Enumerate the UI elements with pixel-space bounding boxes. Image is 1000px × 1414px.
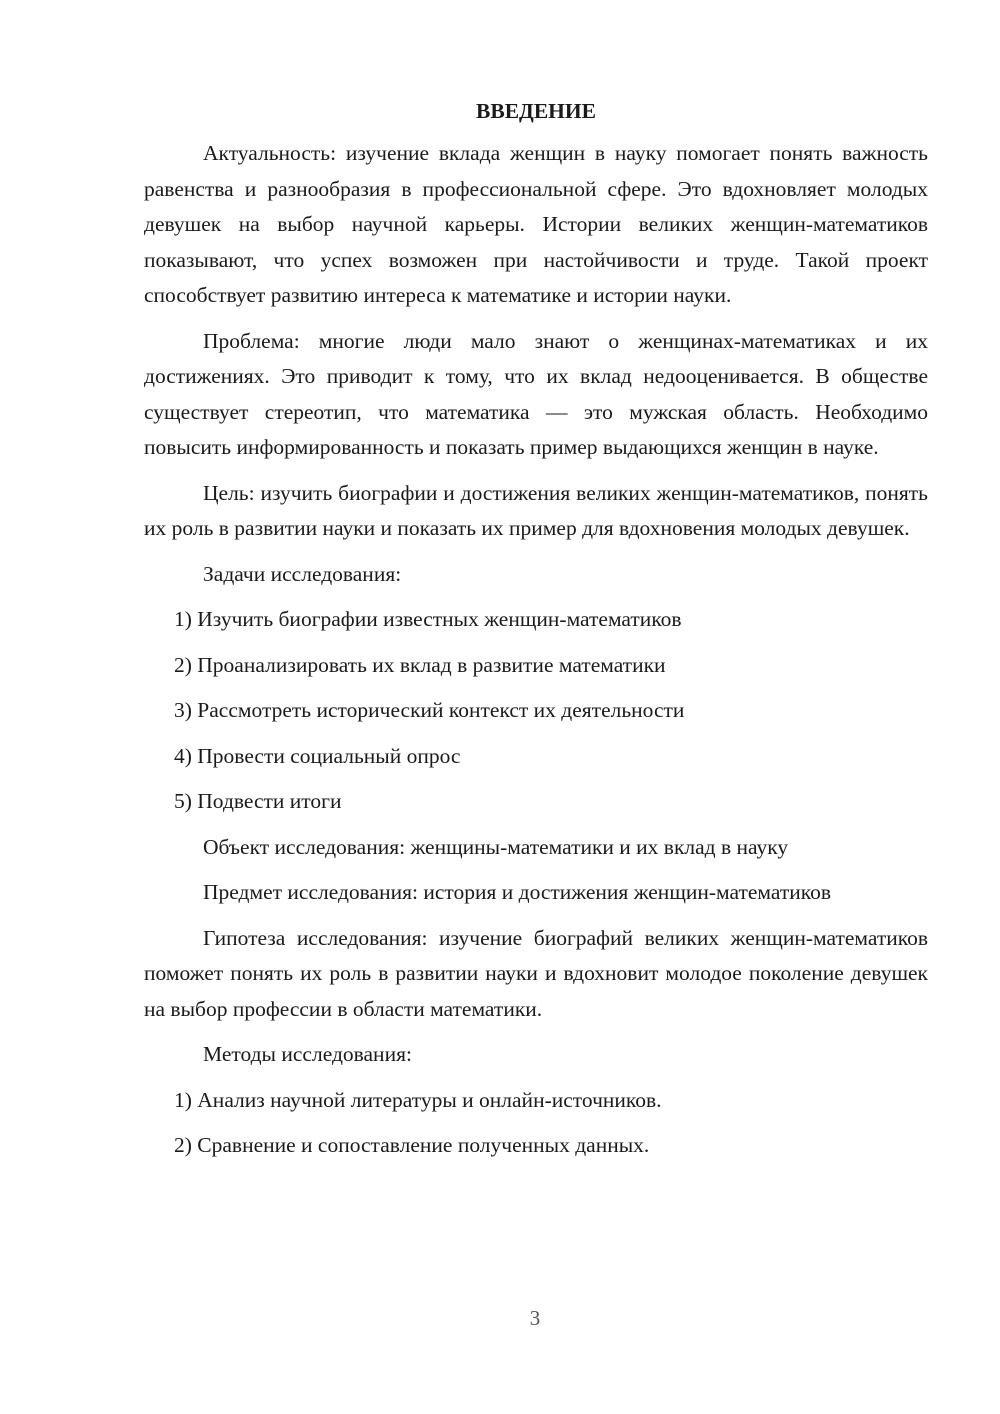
list-item: 5) Подвести итоги [174, 789, 342, 813]
section-title: ВВЕДЕНИЕ [476, 99, 596, 123]
list-item: 3) Рассмотреть исторический контекст их деятельности [174, 698, 685, 722]
page-number: 3 [529, 1306, 541, 1330]
document-page [144, 96, 928, 1164]
list-item: 2) Проанализировать их вклад в развитие математики [174, 652, 666, 677]
hypothesis-paragraph: Гипотеза исследования: изучение биографий великих женщин-математиков поможет понять их роль в развитии науки и вдохновит молодое поколение девушек на выбор профессии в области математики. [144, 925, 928, 1021]
methods-list [144, 1083, 928, 1164]
methods-heading: Методы исследования: [203, 1042, 412, 1066]
tasks-list [144, 602, 928, 820]
relevance-paragraph: Актуальность: изучение вклада женщин в науку помогает понять важность равенства и разнообразия в профессиональной сфере. Это вдохновляет молодых девушек на выбор научной карьеры. Истории великих женщин-математиков показывают, что успех возможен при настойчивости и труде. Такой проект способствует развитию интереса к математике и истории науки. [144, 141, 928, 307]
object-line: Объект исследования: женщины-математики и их вклад в науку [203, 834, 789, 859]
list-item: 1) Изучить биографии известных женщин-математиков [174, 607, 682, 631]
problem-paragraph: Проблема: многие люди мало знают о женщинах-математиках и их достижениях. Это приводит к тому, что их вклад недооценивается. В обществе существует стереотип, что математика — это мужская область. Необходимо повысить информированность и показать пример выдающихся женщин в науке. [144, 328, 928, 459]
goal-paragraph: Цель: изучить биографии и достижения великих женщин-математиков, понять их роль в развитии науки и показать их пример для вдохновения молодых девушек. [144, 480, 928, 540]
list-item: 4) Провести социальный опрос [174, 743, 461, 768]
list-item: 2) Сравнение и сопоставление полученных данных. [174, 1133, 650, 1157]
tasks-heading: Задачи исследования: [203, 561, 402, 586]
list-item: 1) Анализ научной литературы и онлайн-источников. [174, 1087, 662, 1112]
subject-line: Предмет исследования: история и достижения женщин-математиков [203, 880, 832, 904]
